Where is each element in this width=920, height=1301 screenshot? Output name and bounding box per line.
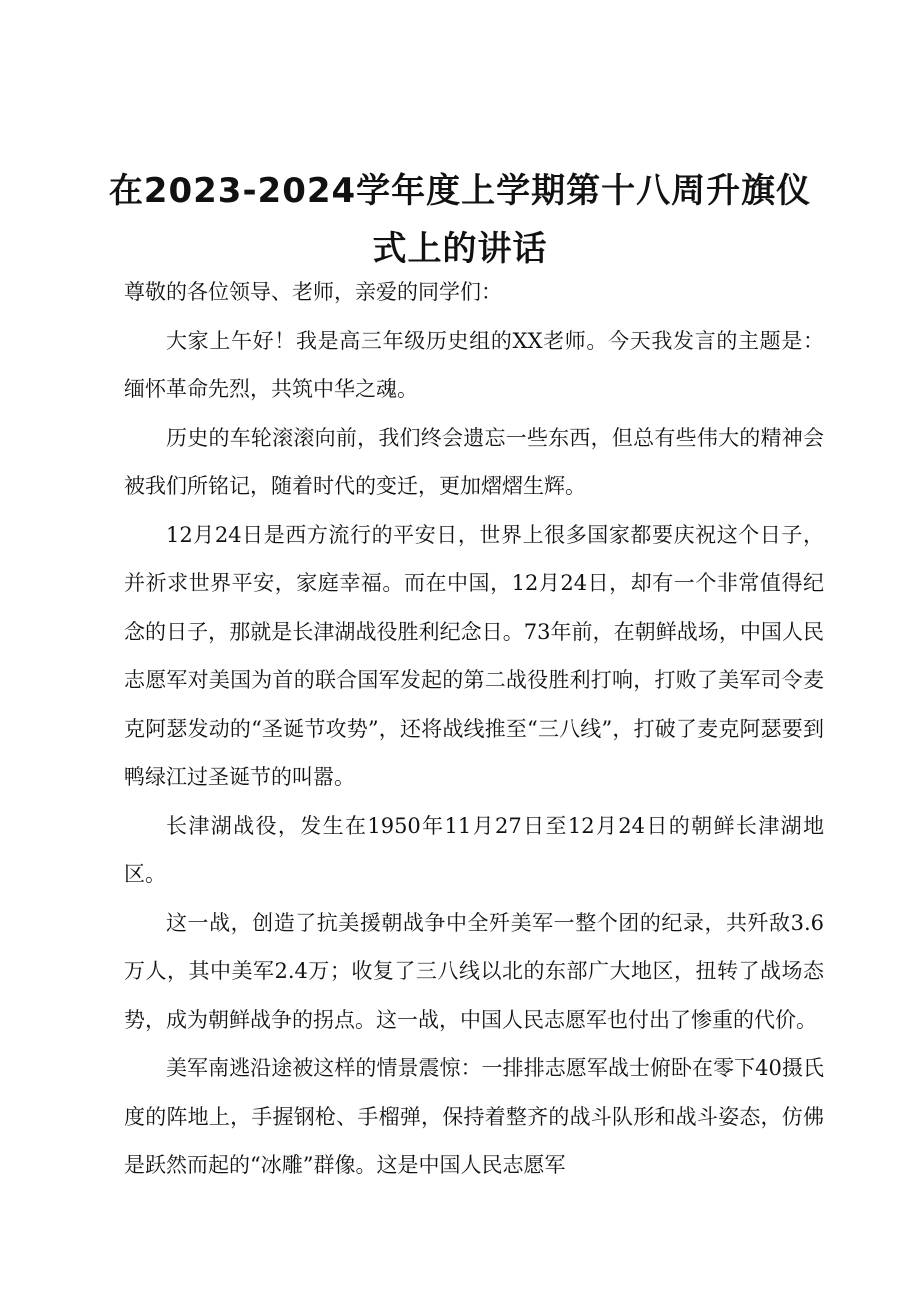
paragraph: 美军南逃沿途被这样的情景震惊：一排排志愿军战士俯卧在零下40摄氏度的阵地上，手握钢枪、手榴弹，保持着整齐的战斗队形和战斗姿态，仿佛是跃然而起的“冰雕”群像。这是中国人民志愿军	[124, 1056, 824, 1177]
speech-body	[124, 268, 824, 1190]
paragraph: 历史的车轮滚滚向前，我们终会遗忘一些东西，但总有些伟大的精神会被我们所铭记，随着时代的变迁，更加熠熠生辉。	[124, 425, 824, 498]
paragraph: 这一战，创造了抗美援朝战争中全歼美军一整个团的纪录，共歼敌3.6万人，其中美军2.4万；收复了三八线以北的东部广大地区，扭转了战场态势，成为朝鲜战争的拐点。这一战，中国人民志愿军也付出了惨重的代价。	[124, 910, 824, 1032]
title-line-2: 式上的讲话	[372, 229, 548, 269]
paragraph: 长津湖战役，发生在1950年11月27日至12月24日的朝鲜长津湖地区。	[124, 813, 824, 886]
paragraph: 大家上午好！我是高三年级历史组的XX老师。今天我发言的主题是：缅怀革命先烈，共筑中华之魂。	[124, 328, 824, 401]
salutation: 尊敬的各位领导、老师，亲爱的同学们：	[124, 280, 502, 304]
paragraph: 12月24日是西方流行的平安日，世界上很多国家都要庆祝这个日子，并祈求世界平安，家庭幸福。而在中国，12月24日，却有一个非常值得纪念的日子，那就是长津湖战役胜利纪念日。73年前，在朝鲜战场，中国人民志愿军对美国为首的联合国军发起的第二战役胜利打响，打败了美军司令麦克阿瑟发动的“圣诞节攻势”，还将战线推至“三八线”，打破了麦克阿瑟要到鸭绿江过圣诞节的叫嚣。	[124, 522, 824, 789]
title-line-1: 在2023-2024学年度上学期第十八周升旗仪	[108, 171, 812, 211]
